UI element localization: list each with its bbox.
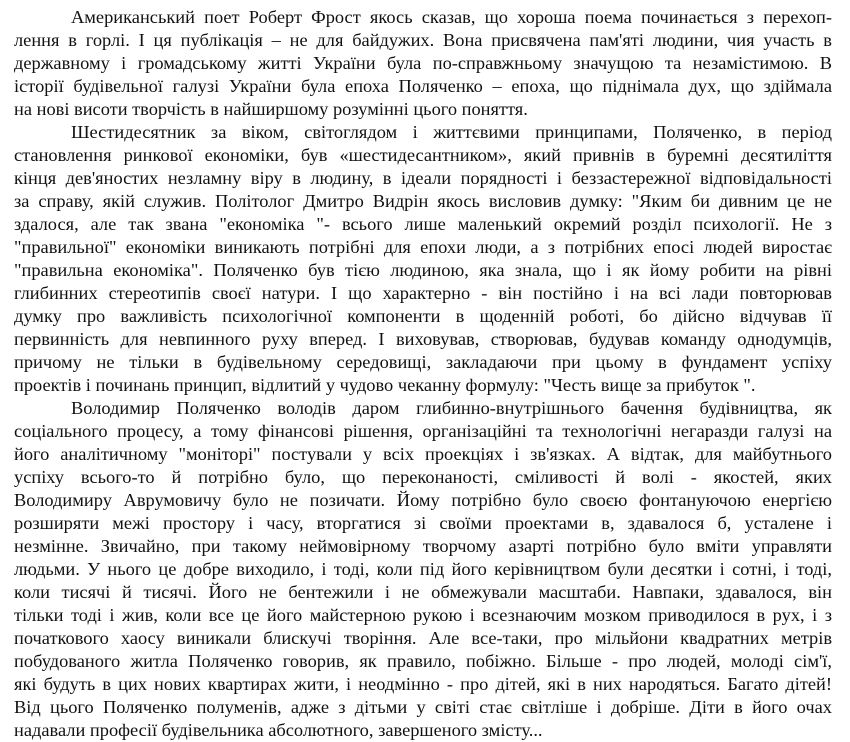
text-line: незмінне. Звичайно, при такому неймовірному творчому азарті потрібно було вміти управляти [14,536,832,556]
text-line: становлення ринкової економіки, був «шестидесантником», який привнів в буремні десятиліття [14,145,832,165]
text-line: на нові висоти творчість в найширшому розумінні цього поняття. [14,99,528,119]
text-line: соціального процесу, а тому фінансові рішення, організаційні та технологічні негаразди галузі на [14,421,832,441]
text-line: глибинних стереотипів своєї натури. І що характерно - він постійно і на всі лади повторював [14,283,832,303]
text-line: Американський поет Роберт Фрост якось сказав, що хороша поема починається з перехоп- [71,7,832,27]
text-line: "правильна економіка". Поляченко був тією людиною, яка знала, що і як йому робити на рівні [14,260,832,280]
text-line: думку про важливість психологічної компоненти в щоденній роботі, бо дійсно відчував її [14,306,832,326]
text-line: проектів і починань принцип, відлитий у чудово чеканну формулу: "Честь вище за прибуток ". [14,375,756,395]
text-line: Володимир Поляченко володів даром глибинно-внутрішнього бачення будівництва, як [71,398,832,418]
text-line: розширяти межі простору і часу, вторгатися зі своїми проектами в, здавалося б, усталене і [14,513,832,533]
text-line: державному і громадському житті України була по-справжньому значущою та незамістимою. В [14,53,832,73]
text-line: тільки тоді і жив, коли все це його майстерною рукою і всезнаючим мозком приводилося в рух, і з [14,605,832,625]
text-line: коли тисячі й тисячі. Його не бентежили і не обмежували масштаби. Навпаки, здавалося, він [14,582,832,602]
text-line: надавали професії будівельника абсолютного, завершеного змісту... [14,720,543,740]
text-line: його аналітичному "моніторі" постували у всіх проекціях і зв'язках. А відтак, для майбутнього [14,444,832,464]
text-line: лення в горлі. І ця публікація – не для байдужих. Вона присвячена пам'яті людини, чия участь в [14,30,832,50]
text-line: Шестидесятник за віком, світоглядом і життєвими принципами, Поляченко, в період [71,122,832,142]
text-line: первинність для невпинного руху вперед. І виховував, створював, будував команду однодумців, [14,329,832,349]
text-line: побудованого житла Поляченко говорив, як правило, побіжно. Більше - про людей, молоді сім'ї, [14,651,832,671]
text-line: здалося, але так звана "економіка "- всього лише маленький окремий розділ психології. Не з [14,214,832,234]
paragraph-2 [14,121,832,397]
text-line: людьми. У нього це добре виходило, і тоді, коли під його керівництвом були десятки і сотні, і тоді, [14,559,832,579]
paragraph-1 [14,6,832,121]
text-line: за справу, якій служив. Політолог Дмитро Видрін якось висловив думку: "Яким би дивним це не [14,191,832,211]
paragraph-3 [14,397,832,742]
text-line: історії будівельної галузі України була епоха Поляченко – епоха, що піднімала дух, що здіймала [14,76,832,96]
document-page [14,6,832,742]
text-line: "правильної" економіки виникають потрібні для епохи люди, а з потрібних епосі людей виростає [14,237,832,257]
text-line: Володимиру Аврумовичу було не позичати. Йому потрібно було своєю фонтануючою енергією [14,490,832,510]
text-line: кінця дев'яностих незламну віру в людину, в ідеали порядності і беззастережної відповідальності [14,168,832,188]
text-line: які будуть в цих нових квартирах жити, і неодмінно - про дітей, які в них народяться. Багато дітей! [14,674,832,694]
text-line: успіху всього-то й потрібно було, що переконаності, сміливості й волі - якостей, яких [14,467,832,487]
text-line: Від цього Поляченко полуменів, адже з дітьми у світі стає світліше і добріше. Діти в його очах [14,697,832,717]
text-line: початкового хаосу виникали блискучі творіння. Але все-таки, про мільйони квадратних метрів [14,628,832,648]
text-line: причому не тільки в будівельному середовищі, закладаючи при цьому в фундамент успіху [14,352,832,372]
